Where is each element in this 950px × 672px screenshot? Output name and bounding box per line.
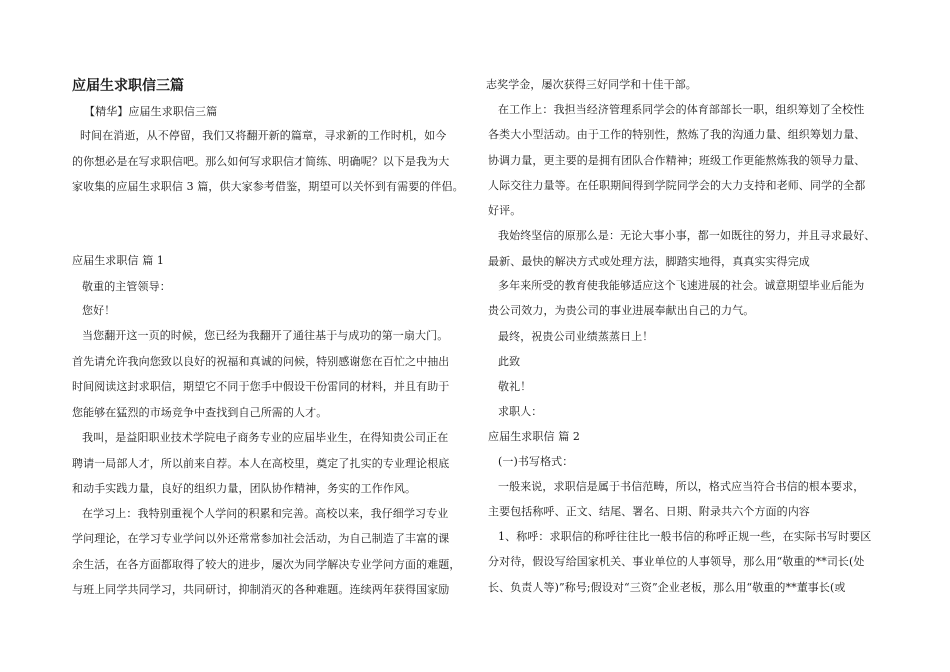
paragraph-line: 与班上同学共同学习，共同研讨，抑制消灭的各种难题。连续两年获得国家励 bbox=[72, 583, 450, 596]
paragraph-line: 聘请一局部人才，所以前来自荐。本人在高校里，奠定了扎实的专业理论根底 bbox=[72, 457, 450, 470]
paragraph-line: 余生活，在各方面都取得了较大的进步，屡次为同学解决专业学问方面的难题， bbox=[72, 558, 461, 571]
paragraph-line: 在学习上：我特别重视个人学问的积累和完善。高校以来，我仔细学习专业 bbox=[82, 507, 449, 520]
closing-line: 此致 bbox=[498, 355, 521, 368]
paragraph-line: 一般来说，求职信是属于书信范畴，所以，格式应当符合书信的根本要求， bbox=[498, 480, 865, 493]
paragraph-line: 最新、最快的解决方式或处理方法，脚踏实地得，真真实实得完成 bbox=[488, 255, 810, 268]
section-heading: 应届生求职信 篇 1 bbox=[72, 254, 164, 267]
paragraph-line: 分对待，假设写给国家机关、事业单位的人事领导，那么用“敬重的**司长(处 bbox=[488, 555, 865, 568]
paragraph-line: 人际交往力量等。在任职期间得到学院同学会的大力支持和老师、同学的全都 bbox=[488, 179, 866, 192]
paragraph-line: 我叫，是益阳职业技术学院电子商务专业的应届毕业生，在得知贵公司正在 bbox=[82, 431, 449, 444]
greeting-line: 您好！ bbox=[82, 304, 116, 317]
paragraph-line: 长、负责人等)”称号;假设对“三资”企业老板，那么用“敬重的**董事长(或 bbox=[488, 581, 846, 594]
closing-line: 最终，祝贵公司业绩蒸蒸日上！ bbox=[498, 330, 654, 343]
paragraph-line: 和动手实践力量，良好的组织力量，团队协作精神，务实的工作作风。 bbox=[72, 482, 417, 495]
paragraph-line: 学问理论，在学习专业学问以外还常常参加社会活动，为自己制造了丰富的课 bbox=[72, 532, 450, 545]
paragraph-line: (一)书写格式： bbox=[498, 455, 574, 468]
document-title: 应届生求职信三篇 bbox=[72, 78, 184, 94]
paragraph-line: 时间在消逝，从不停留，我们又将翻开新的篇章，寻求新的工作时机，如今 bbox=[80, 129, 447, 142]
paragraph-line: 当您翻开这一页的时候，您已经为我翻开了通往基于与成功的第一扇大门。 bbox=[82, 329, 449, 342]
paragraph-line: 志奖学金，屡次获得三好同学和十佳干部。 bbox=[486, 78, 697, 91]
section-heading: 应届生求职信 篇 2 bbox=[488, 430, 580, 443]
paragraph-line: 首先请允许我向您致以良好的祝福和真诚的问候，特别感谢您在百忙之中抽出 bbox=[72, 355, 450, 368]
paragraph-line: 协调力量，更主要的是拥有团队合作精神；班级工作更能熬炼我的领导力量、 bbox=[488, 154, 866, 167]
paragraph-line: 好评。 bbox=[488, 204, 522, 217]
signature-line: 求职人： bbox=[498, 405, 543, 418]
salutation-line: 敬重的主管领导： bbox=[82, 280, 171, 293]
paragraph-line: 主要包括称呼、正文、结尾、署名、日期、附录共六个方面的内容 bbox=[488, 505, 810, 518]
paragraph-line: 多年来所受的教育使我能够适应这个飞速进展的社会。诚意期望毕业后能为 bbox=[498, 279, 865, 292]
paragraph-line: 贵公司效力，为贵公司的事业进展奉献出自己的力气。 bbox=[488, 304, 755, 317]
paragraph-line: 我始终坚信的原那么是：无论大事小事，都一如既往的努力，并且寻求最好、 bbox=[498, 229, 876, 242]
paragraph-line: 在工作上：我担当经济管理系同学会的体育部部长一职，组织筹划了全校性 bbox=[498, 103, 865, 116]
paragraph-line: 时间阅读这封求职信，期望它不同于您手中假设干份雷同的材料，并且有助于 bbox=[72, 380, 450, 393]
subtitle-line: 【精华】应届生求职信三篇 bbox=[84, 105, 218, 118]
paragraph-line: 各类大小型活动。由于工作的特别性，熬炼了我的沟通力量、组织筹划力量、 bbox=[488, 128, 866, 141]
closing-line: 敬礼！ bbox=[498, 380, 532, 393]
paragraph-line: 1、称呼：求职信的称呼往往比一般书信的称呼正规一些，在实际书写时要区 bbox=[498, 530, 872, 543]
paragraph-line: 家收集的应届生求职信 3 篇，供大家参考借鉴，期望可以关怀到有需要的伴侣。 bbox=[72, 180, 464, 193]
paragraph-line: 的你想必是在写求职信吧。那么如何写求职信才简练、明确呢？以下是我为大 bbox=[72, 155, 450, 168]
paragraph-line: 您能够在猛烈的市场竞争中查找到自己所需的人才。 bbox=[72, 406, 328, 419]
